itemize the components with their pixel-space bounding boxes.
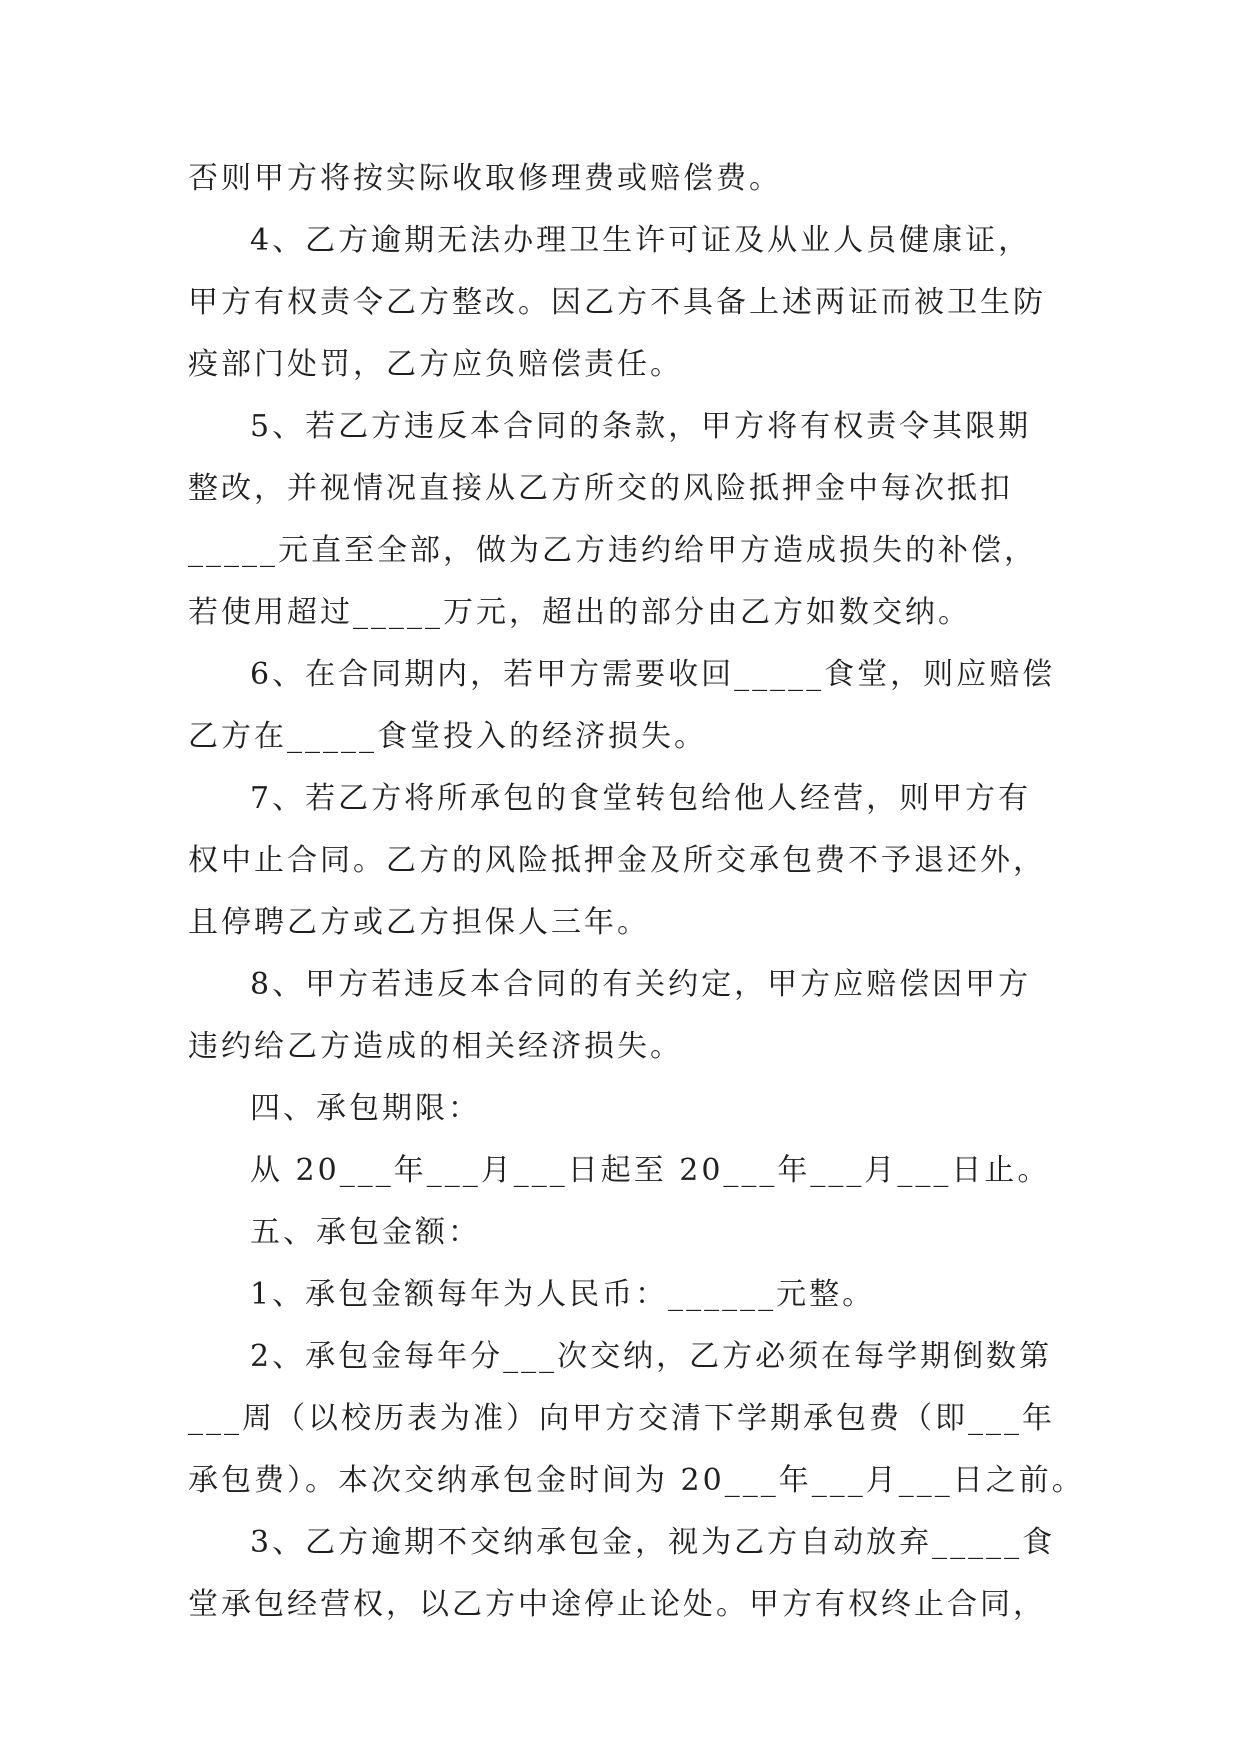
section-heading-term: 四、承包期限： [250, 1091, 481, 1126]
text-line: 违约给乙方造成的相关经济损失。 [188, 1029, 683, 1064]
text-line: 堂承包经营权，以乙方中途停止论处。甲方有权终止合同， [188, 1587, 1046, 1622]
clause-7-line: 7、若乙方将所承包的食堂转包给他人经营，则甲方有 [250, 781, 1032, 816]
text-line: 且停聘乙方或乙方担保人三年。 [188, 905, 650, 940]
amount-clause-1-line: 1、承包金额每年为人民币：______元整。 [250, 1277, 876, 1312]
text-line: 疫部门处罚，乙方应负赔偿责任。 [188, 347, 683, 382]
term-dates-line: 从 20___年___月___日起至 20___年___月___日止。 [250, 1153, 1051, 1188]
text-line: 整改，并视情况直接从乙方所交的风险抵押金中每次抵扣 [188, 471, 1013, 506]
text-line: 否则甲方将按实际收取修理费或赔偿费。 [188, 161, 782, 196]
text-line: 乙方在_____食堂投入的经济损失。 [188, 719, 707, 754]
text-line: 权中止合同。乙方的风险抵押金及所交承包费不予退还外， [188, 843, 1046, 878]
clause-4-line: 4、乙方逾期无法办理卫生许可证及从业人员健康证， [250, 223, 1032, 258]
text-line: 承包费）。本次交纳承包金时间为 20___年___月___日之前。 [188, 1463, 1085, 1498]
text-line: _____元直至全部，做为乙方违约给甲方造成损失的补偿， [188, 533, 1037, 568]
section-heading-amount: 五、承包金额： [250, 1215, 481, 1250]
document-body [188, 148, 1085, 1636]
amount-clause-2-line: 2、承包金每年分___次交纳，乙方必须在每学期倒数第 [250, 1339, 1053, 1374]
clause-6-line: 6、在合同期内，若甲方需要收回_____食堂，则应赔偿 [250, 657, 1056, 692]
text-line: 甲方有权责令乙方整改。因乙方不具备上述两证而被卫生防 [188, 285, 1046, 320]
clause-8-line: 8、甲方若违反本合同的有关约定，甲方应赔偿因甲方 [250, 967, 1032, 1002]
text-line: 若使用超过_____万元，超出的部分由乙方如数交纳。 [188, 595, 971, 630]
clause-5-line: 5、若乙方违反本合同的条款，甲方将有权责令其限期 [250, 409, 1032, 444]
amount-clause-3-line: 3、乙方逾期不交纳承包金，视为乙方自动放弃_____食 [250, 1525, 1056, 1560]
text-line: ___周（以校历表为准）向甲方交清下学期承包费（即___年 [188, 1401, 1055, 1436]
